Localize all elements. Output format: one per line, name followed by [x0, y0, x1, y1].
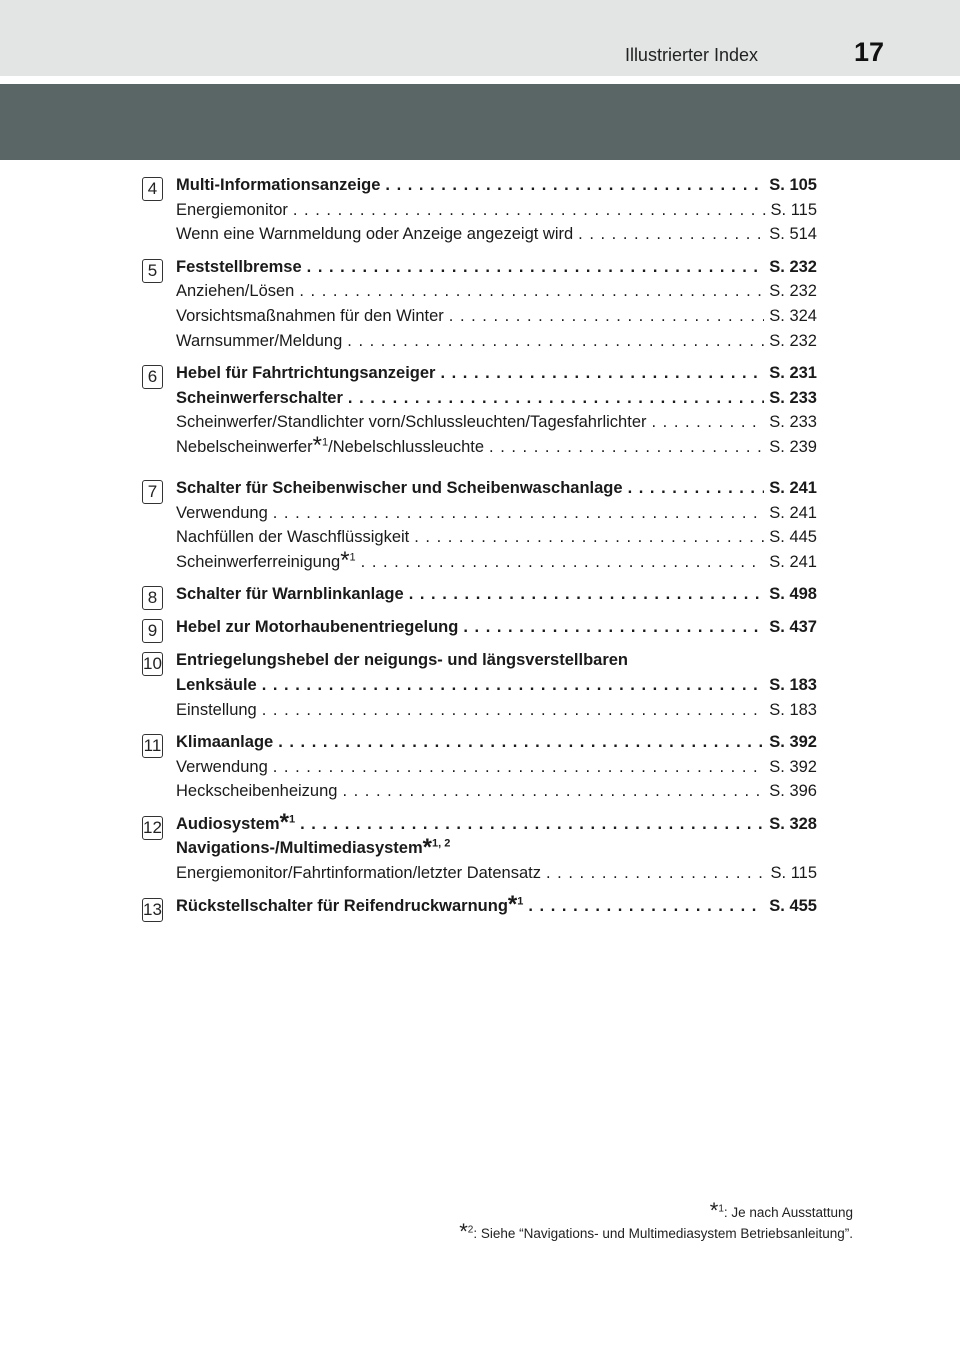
entry-text: Energiemonitor/Fahrtinformation/letzter Datensatz [176, 864, 541, 883]
entry-text: Hebel für Fahrtrichtungsanzeiger [176, 364, 436, 383]
page-reference-link[interactable]: S. 241 [769, 503, 817, 522]
entry-text: Scheinwerferschalter [176, 388, 343, 407]
item-number-badge: 13 [142, 898, 163, 922]
index-group [142, 890, 817, 922]
entry-label [176, 307, 444, 326]
dot-leader [463, 618, 764, 637]
index-group [142, 809, 817, 889]
dot-leader [342, 782, 764, 801]
entry-text-after: /Nebelschlussleuchte [328, 437, 485, 456]
entry-text: Entriegelungshebel der neigungs- und längsverstellbaren [176, 651, 629, 670]
page-reference-link[interactable]: S. 232 [769, 282, 817, 301]
entry-text: Wenn eine Warnmeldung oder Anzeige angezeigt wird [176, 225, 574, 244]
dot-leader [273, 758, 765, 777]
entry-text: Lenksäule [176, 675, 257, 694]
entry-text: Nachfüllen der Waschflüssigkeit [176, 528, 410, 547]
entry-text: Rückstellschalter für Reifendruckwarnung [176, 896, 508, 915]
entry-label [176, 733, 273, 752]
index-entry-sub[interactable] [176, 701, 817, 726]
page-reference-link[interactable]: S. 232 [769, 257, 817, 276]
index-entry-main[interactable] [176, 651, 817, 676]
index-entry-main[interactable] [176, 364, 817, 389]
dot-leader [385, 176, 764, 195]
entry-text: Schalter für Scheibenwischer und Scheibenwaschanlage [176, 478, 623, 497]
entry-text: Verwendung [176, 757, 268, 776]
index-entry-sub[interactable] [176, 282, 817, 307]
entry-label [176, 432, 485, 460]
footnote-ref: 1 [349, 551, 356, 564]
entry-label [176, 479, 623, 498]
dot-leader [449, 307, 765, 326]
entry-label [176, 225, 573, 244]
dot-leader [348, 389, 764, 408]
entry-label [176, 413, 647, 432]
entry-text: Verwendung [176, 503, 268, 522]
entry-text: Klimaanlage [176, 733, 274, 752]
index-entry-main[interactable] [176, 176, 817, 201]
page-number: 17 [853, 37, 884, 67]
group-entries [176, 733, 817, 807]
item-number-badge: 7 [142, 480, 163, 504]
dot-leader [414, 528, 764, 547]
page-reference-link[interactable]: S. 233 [769, 388, 817, 407]
dot-leader [273, 504, 765, 523]
index-entry-main[interactable] [176, 733, 817, 758]
item-number-badge: 12 [142, 816, 163, 840]
entry-text: Nebelscheinwerfer [176, 437, 313, 456]
footnote-number: 2 [467, 1224, 474, 1236]
index-entry-sub[interactable] [176, 307, 817, 332]
dot-leader [652, 413, 765, 432]
item-number-badge: 6 [142, 365, 163, 389]
entry-label [176, 528, 409, 547]
dot-leader [361, 553, 765, 572]
footnote-star: * [279, 809, 289, 837]
dot-leader [300, 815, 764, 834]
footnote-ref: 1 [322, 436, 329, 449]
group-entries [176, 651, 817, 725]
index-entry-sub[interactable] [176, 504, 817, 529]
group-entries [176, 809, 817, 889]
page-reference-link[interactable]: S. 396 [769, 782, 817, 801]
page-reference-link[interactable]: S. 392 [769, 733, 817, 752]
dot-leader [299, 282, 764, 301]
entry-label [176, 758, 268, 777]
dot-leader [628, 479, 765, 498]
page-reference-link[interactable]: S. 241 [769, 478, 817, 497]
entry-label [176, 782, 337, 801]
index-group [142, 479, 817, 577]
footnote-star: * [312, 432, 322, 460]
entry-text: Hebel zur Motorhaubenentriegelung [176, 618, 459, 637]
page-reference-link[interactable]: S. 514 [769, 225, 817, 244]
entry-label [176, 258, 302, 277]
index-group [142, 364, 817, 471]
page-reference-link[interactable]: S. 232 [769, 331, 817, 350]
footnote-line [459, 1219, 853, 1245]
entry-label [176, 332, 342, 351]
footnote-star: * [459, 1219, 468, 1245]
index-entry-sub[interactable] [176, 528, 817, 553]
index-entry-main[interactable] [176, 479, 817, 504]
group-entries [176, 364, 817, 471]
entry-label [176, 389, 343, 408]
page-reference-link[interactable]: S. 324 [769, 306, 817, 325]
index-group [142, 733, 817, 807]
index-entry-sub[interactable] [176, 432, 817, 471]
footnote-star: * [709, 1198, 719, 1224]
index-entry-main[interactable] [176, 389, 817, 414]
group-entries [176, 585, 817, 610]
entry-label [176, 701, 257, 720]
item-number-badge: 4 [142, 177, 163, 201]
index-entry-main[interactable] [176, 833, 817, 864]
footnote-line [459, 1198, 853, 1224]
entry-label [176, 585, 404, 604]
index-group [142, 176, 817, 250]
footnote-text: : Siehe “Navigations- und Multimediasystem Betriebsanleitung”. [473, 1226, 853, 1241]
index-entry-sub[interactable] [176, 225, 817, 250]
footnotes [459, 1198, 853, 1245]
entry-text: Navigations-/Multimediasystem [176, 839, 423, 858]
entry-text: Vorsichtsmaßnahmen für den Winter [176, 306, 444, 325]
group-entries [176, 258, 817, 356]
dot-leader [409, 585, 765, 604]
entry-text: Energiemonitor [176, 200, 288, 219]
index-group [142, 618, 817, 643]
dot-leader [440, 364, 764, 383]
index-entry-sub[interactable] [176, 758, 817, 783]
header-divider [0, 76, 960, 84]
footnote-star: * [422, 833, 432, 861]
index-group [142, 258, 817, 356]
index-entry-main[interactable] [176, 618, 817, 643]
entry-text: Schalter für Warnblinkanlage [176, 585, 404, 604]
page-reference-link[interactable]: S. 328 [769, 814, 817, 833]
entry-label [176, 504, 268, 523]
entry-text: Warnsummer/Meldung [176, 331, 343, 350]
header-bar [0, 0, 960, 80]
footnote-number: 1 [718, 1203, 724, 1215]
entry-label [176, 864, 541, 883]
section-title: Illustrierter Index [624, 45, 758, 65]
entry-label [176, 546, 356, 574]
entry-label [176, 890, 524, 918]
group-entries [176, 479, 817, 577]
dot-leader [528, 897, 764, 916]
entry-text: Feststellbremse [176, 257, 302, 276]
entry-label [176, 618, 458, 637]
dot-leader [278, 733, 764, 752]
item-number-badge: 9 [142, 619, 163, 643]
section-band [0, 84, 960, 160]
group-entries [176, 890, 817, 922]
dot-leader [262, 676, 765, 695]
entry-label [176, 176, 380, 195]
item-number-badge: 10 [142, 652, 163, 676]
entry-text: Anziehen/Lösen [176, 282, 295, 301]
page-reference-link[interactable]: S. 183 [769, 675, 817, 694]
entry-text: Heckscheibenheizung [176, 782, 338, 801]
dot-leader [489, 438, 764, 457]
index-entry-sub[interactable] [176, 546, 817, 578]
dot-leader [578, 225, 764, 244]
index-entry-main[interactable] [176, 258, 817, 283]
dot-leader [347, 332, 764, 351]
index-entry-main[interactable] [176, 809, 817, 840]
entry-label [176, 282, 294, 301]
item-number-badge: 5 [142, 259, 163, 283]
index-entry-sub[interactable] [176, 864, 817, 889]
index-entry-sub[interactable] [176, 413, 817, 438]
entry-text: Scheinwerfer/Standlichter vorn/Schlussleuchten/Tagesfahrlichter [176, 413, 647, 432]
footnote-text: : Je nach Ausstattung [723, 1205, 853, 1220]
page-reference-link[interactable]: S. 392 [769, 757, 817, 776]
entry-text: Multi-Informationsanzeige [176, 176, 381, 194]
index-entry-sub[interactable] [176, 782, 817, 807]
page-reference-link[interactable]: S. 498 [769, 585, 817, 604]
entry-label [176, 809, 296, 837]
dot-leader [293, 201, 766, 220]
page-reference-link[interactable]: S. 115 [770, 200, 817, 219]
entry-text: Audiosystem [176, 814, 280, 833]
page-reference-link[interactable]: S. 183 [769, 700, 817, 719]
page-reference-link[interactable]: S. 455 [769, 896, 817, 915]
footnote-star: * [507, 890, 518, 918]
index-entry-main[interactable] [176, 585, 817, 610]
entry-label [176, 676, 257, 695]
index-entry-sub[interactable] [176, 201, 817, 226]
index-group [142, 585, 817, 610]
page-reference-link[interactable]: S. 241 [769, 552, 817, 571]
item-number-badge: 11 [142, 734, 163, 758]
index-entry-main[interactable] [176, 676, 817, 701]
index-entry-sub[interactable] [176, 332, 817, 357]
page-reference-link[interactable]: S. 231 [769, 364, 817, 383]
page-reference-link[interactable]: S. 115 [770, 864, 817, 883]
index-list [142, 176, 817, 930]
dot-leader [546, 864, 766, 883]
entry-label [176, 833, 451, 861]
dot-leader [307, 258, 765, 277]
item-number-badge: 8 [142, 586, 163, 610]
page-reference-link[interactable]: S. 105 [769, 176, 817, 194]
group-entries [176, 618, 817, 643]
page-reference-link[interactable]: S. 437 [769, 618, 817, 637]
footnote-ref: 1 [517, 895, 524, 908]
entry-label [176, 201, 288, 220]
footnote-ref: 1 [288, 813, 296, 826]
entry-label [176, 651, 628, 669]
entry-text: Einstellung [176, 700, 257, 719]
index-entry-main[interactable] [176, 890, 817, 922]
footnote-star: * [340, 546, 350, 574]
page-reference-link[interactable]: S. 239 [769, 437, 817, 456]
footnote-ref: 1, 2 [432, 837, 451, 850]
page-reference-link[interactable]: S. 233 [769, 413, 817, 432]
entry-label [176, 364, 435, 383]
group-entries [176, 176, 817, 250]
page-reference-link[interactable]: S. 445 [769, 528, 817, 547]
dot-leader [262, 701, 765, 720]
entry-text: Scheinwerferreinigung [176, 552, 341, 571]
index-group [142, 651, 817, 725]
